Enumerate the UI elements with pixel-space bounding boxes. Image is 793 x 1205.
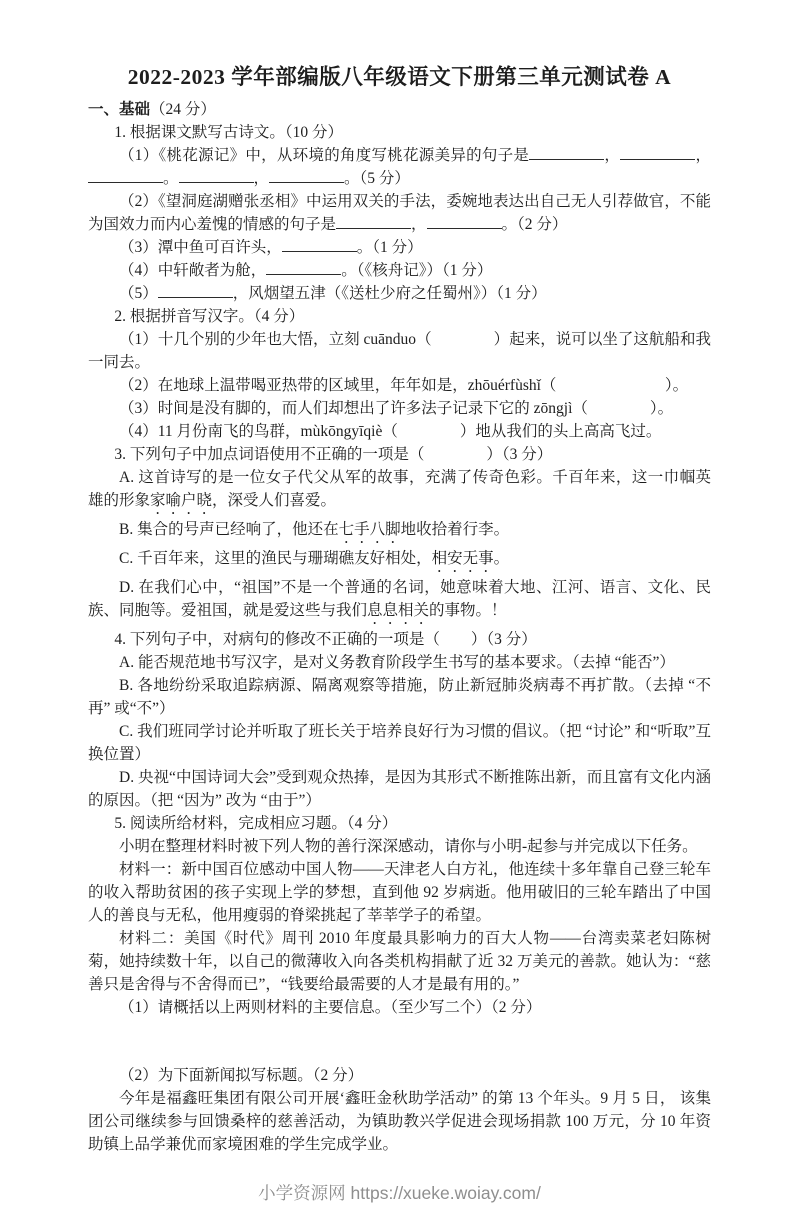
text-run: （2）在地球上温带喝亚热带的区域里，年年如是，zhōuérfùshǐ（ ）。	[119, 377, 689, 394]
answer-blank: ，	[336, 216, 427, 233]
question-3-option-b	[88, 518, 711, 547]
text-run: 5. 阅读所给材料，完成相应习题。（4 分）	[114, 815, 398, 832]
question-3-option-c	[88, 547, 711, 576]
text-run: （2）为下面新闻拟写标题。（2 分）	[119, 1067, 364, 1084]
text-run: B. 各地纷纷采取追踪病源、隔离观察等措施，防止新冠肺炎病毒不再扩散。（去掉 “不再” 或“不”）	[88, 677, 711, 717]
question-4-option-b	[88, 674, 711, 720]
blank-underline	[282, 236, 357, 252]
text-run: 风烟望五津（《送杜少府之任蜀州》）（1 分）	[248, 285, 547, 302]
answer-blank: ，	[179, 170, 270, 187]
text-run: （1 分）	[372, 239, 423, 256]
text-run: 地收拾着行李。	[400, 521, 510, 538]
question-4-option-c	[88, 720, 711, 766]
blank-underline	[529, 144, 604, 160]
text-run: B. 集合的号声已经响了，他还在	[119, 521, 339, 538]
footer	[88, 1180, 711, 1205]
question-1	[88, 121, 711, 144]
footer-site-url[interactable]: https://xueke.woiay.com/	[350, 1183, 541, 1203]
blank-underline	[158, 282, 233, 298]
answer-blank: ，	[158, 285, 249, 302]
question-1-3	[88, 236, 711, 259]
text-run: （24 分）	[150, 101, 216, 118]
question-1-4	[88, 259, 711, 282]
text-run: 材料二：美国《时代》周刊 2010 年度最具影响力的百大人物——台湾卖菜老妇陈树菊，她持续数十年，以自己的微薄收入向各类机构捐献了近 32 万美元的善款。她认为：“慈善只是舍得与不舍得而已”，“钱要给最需要的人才是最有用的。”	[88, 930, 711, 993]
text-run: 4. 下列句子中，对病句的修改不正确的一项是（ ）（3 分）	[114, 631, 537, 648]
text-run: （4）中轩敞者为舱，	[119, 262, 267, 279]
page-title: 2022-2023 学年部编版八年级语文下册第三单元测试卷 A	[127, 65, 672, 89]
blank-underline	[427, 213, 502, 229]
question-3	[88, 443, 711, 466]
text-run: （2 分）	[517, 216, 568, 233]
emphasized-text: 相安无事	[431, 550, 494, 567]
text-run: （2）《望洞庭湖赠张丞相》中运用双关的手法，委婉地表达出自己无人引荐做官，不能为国效力而内心羞愧的情感的句子是	[88, 193, 711, 233]
question-4-option-a	[88, 651, 711, 674]
material-2	[88, 927, 711, 996]
answer-blank: 。	[427, 216, 518, 233]
answer-blank: ，	[620, 147, 711, 164]
text-run: 今年是福鑫旺集团有限公司开展‘鑫旺金秋助学活动” 的第 13 个年头。9 月 5 日， 该集团公司继续参与回馈桑梓的慈善活动，为镇助教兴学促进会现场捐款 100 万元，分 10 年资助镇上品学兼优而家境困难的学生完成学业。	[88, 1090, 711, 1153]
blank-underline	[620, 144, 695, 160]
text-run: 2. 根据拼音写汉字。（4 分）	[114, 308, 305, 325]
footer-site-name: 小学资源网	[258, 1183, 346, 1203]
question-4	[88, 628, 711, 651]
answer-blank: 。	[282, 239, 373, 256]
document-body	[88, 98, 711, 1156]
text-run: D. 在我们心中，“祖国”不是一个普通的名词，她意味着大地、江河、语言、文化、民族、同胞等。爱祖国，就是爱这些与我们	[88, 579, 711, 619]
text-run: （5 分）	[359, 170, 410, 187]
question-5-intro	[88, 835, 711, 858]
question-3-option-d	[88, 576, 711, 628]
text-run: （4）11 月份南飞的鸟群，mùkōngyīqiè（ ）地从我们的头上高高飞过。	[119, 423, 662, 440]
text-run: （1）《桃花源记》中，从环境的角度写桃花源美异的句子是	[119, 147, 530, 164]
answer-blank: ，	[529, 147, 620, 164]
text-run: （《核舟记》）（1 分）	[356, 262, 493, 279]
question-5-2	[88, 1064, 711, 1087]
question-2-4	[88, 420, 711, 443]
text-run: （3）时间是没有脚的，而人们却想出了许多法子记录下它的 zōngjì（ ）。	[119, 400, 674, 417]
text-run: A. 能否规范地书写汉字，是对义务教育阶段学生书写的基本要求。（去掉 “能否”）	[119, 654, 675, 671]
section-heading-basics	[88, 98, 711, 121]
emphasized-text: 七手八脚	[338, 521, 401, 538]
text-run: ，深受人们喜爱。	[212, 492, 337, 509]
text-run: 材料一：新中国百位感动中国人物——天津老人白方礼，他连续十多年靠自己登三轮车的收入帮助贫困的孩子实现上学的梦想，直到他 92 岁病逝。他用破旧的三轮车踏出了中国人的善良与无私，他用瘦弱的脊梁挑起了莘莘学子的希望。	[88, 861, 711, 924]
blank-underline	[88, 167, 163, 183]
emphasized-text: 家喻户晓	[150, 492, 213, 509]
material-1	[88, 858, 711, 927]
answer-blank: 。	[266, 262, 357, 279]
question-1-2	[88, 190, 711, 236]
question-2	[88, 305, 711, 328]
question-2-2	[88, 374, 711, 397]
question-5	[88, 812, 711, 835]
question-4-option-d	[88, 766, 711, 812]
blank-underline	[336, 213, 411, 229]
text-run: 的事物。！	[429, 602, 507, 619]
question-3-option-a	[88, 466, 711, 518]
bold-text: 一、基础	[88, 101, 151, 118]
answer-space	[88, 1019, 711, 1064]
text-run: （5）	[119, 285, 158, 302]
text-run: C. 我们班同学讨论并听取了班长关于培养良好行为习惯的倡议。（把 “讨论” 和“听取”互换位置）	[88, 723, 711, 763]
text-run: C. 千百年来，这里的渔民与珊瑚礁友好相处，	[119, 550, 432, 567]
text-run: （1）请概括以上两则材料的主要信息。（至少写二个）（2 分）	[119, 999, 542, 1016]
text-run: D. 央视“中国诗词大会”受到观众热捧，是因为其形式不断推陈出新，而且富有文化内涵的原因。（把 “因为” 改为 “由于”）	[88, 769, 711, 809]
blank-underline	[179, 167, 254, 183]
question-1-5	[88, 282, 711, 305]
question-5-1	[88, 996, 711, 1019]
emphasized-text: 息息相关	[367, 602, 430, 619]
text-run: 。	[493, 550, 510, 567]
question-1-1	[88, 144, 711, 190]
text-run: （1）十几个别的少年也大悟，立刻 cuānduo（ ）起来，说可以坐了这航船和我一同去。	[88, 331, 711, 371]
blank-underline	[269, 167, 344, 183]
text-run: 1. 根据课文默写古诗文。（10 分）	[114, 124, 343, 141]
answer-blank: 。	[88, 170, 179, 187]
text-run: 小明在整理材料时被下列人物的善行深深感动，请你与小明-起参与并完成以下任务。	[119, 838, 698, 855]
text-run: A. 这首诗写的是一位女子代父从军的故事，充满了传奇色彩。千百年来，这一巾帼英雄的形象	[88, 469, 711, 509]
question-2-3	[88, 397, 711, 420]
answer-blank: 。	[269, 170, 360, 187]
text-run: 3. 下列句子中加点词语使用不正确的一项是（ ）（3 分）	[114, 446, 553, 463]
question-2-1	[88, 328, 711, 374]
blank-underline	[266, 259, 341, 275]
text-run: （3）潭中鱼可百许头，	[119, 239, 282, 256]
